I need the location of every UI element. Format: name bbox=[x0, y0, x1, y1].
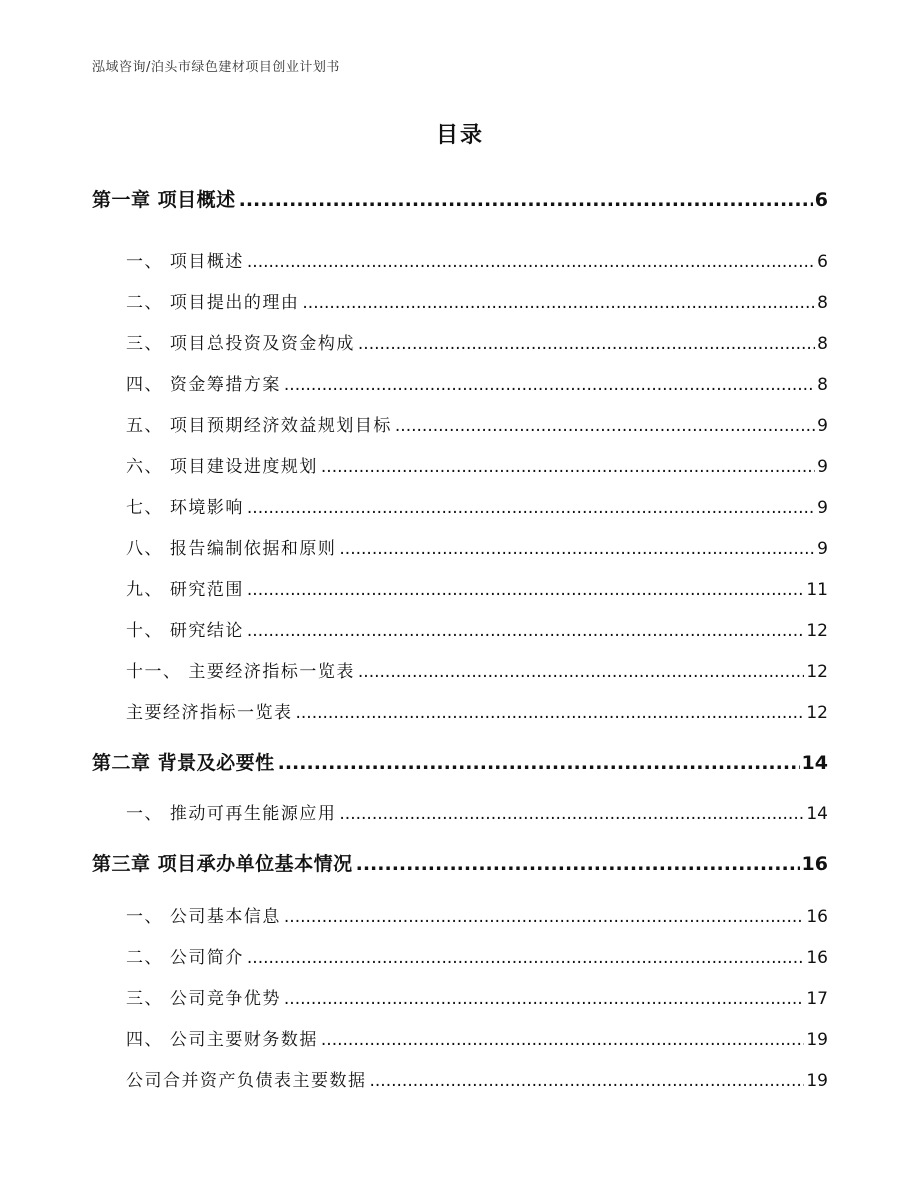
toc-table-2[interactable] bbox=[126, 1066, 828, 1091]
toc-title: 目录 bbox=[435, 123, 484, 148]
toc-entry-label: 四、 公司主要财务数据 bbox=[126, 1030, 318, 1050]
toc-chapter-2[interactable] bbox=[92, 748, 828, 775]
toc-entry-label: 主要经济指标一览表 bbox=[126, 703, 293, 723]
toc-leader-dots bbox=[247, 498, 815, 518]
toc-entry-label: 一、 公司基本信息 bbox=[126, 907, 281, 927]
running-header: 泓域咨询/泊头市绿色建材项目创业计划书 bbox=[92, 60, 340, 75]
toc-page-number: 19 bbox=[806, 1071, 828, 1091]
toc-section-1-11[interactable] bbox=[126, 657, 828, 682]
toc-page-number: 8 bbox=[817, 375, 828, 395]
toc-page-number: 12 bbox=[806, 621, 828, 641]
toc-page-number: 8 bbox=[817, 334, 828, 354]
toc-leader-dots bbox=[356, 853, 800, 875]
toc-leader-dots bbox=[321, 457, 815, 477]
toc-leader-dots bbox=[395, 416, 815, 436]
toc-page-number: 6 bbox=[817, 252, 828, 272]
toc-entry-label: 七、 环境影响 bbox=[126, 498, 244, 518]
toc-page-number: 9 bbox=[817, 457, 828, 477]
toc-leader-dots bbox=[284, 989, 804, 1009]
toc-leader-dots bbox=[321, 1030, 804, 1050]
toc-entry-label: 九、 研究范围 bbox=[126, 580, 244, 600]
toc-entry-label: 公司合并资产负债表主要数据 bbox=[126, 1071, 367, 1091]
toc-entry-label: 三、 公司竞争优势 bbox=[126, 989, 281, 1009]
toc-page-number: 9 bbox=[817, 539, 828, 559]
toc-page-number: 11 bbox=[806, 580, 828, 600]
toc-section-1-10[interactable] bbox=[126, 616, 828, 641]
toc-entry-label: 二、 公司简介 bbox=[126, 948, 244, 968]
toc-section-2-1[interactable] bbox=[126, 799, 828, 824]
toc-entry-label: 十一、 主要经济指标一览表 bbox=[126, 662, 355, 682]
toc-chapter-1[interactable] bbox=[92, 185, 828, 212]
toc-leader-dots bbox=[302, 293, 815, 313]
toc-section-1-2[interactable] bbox=[126, 288, 828, 313]
toc-leader-dots bbox=[296, 703, 805, 723]
toc-leader-dots bbox=[284, 375, 815, 395]
toc-entry-label: 三、 项目总投资及资金构成 bbox=[126, 334, 355, 354]
toc-leader-dots bbox=[247, 252, 815, 272]
toc-entry-label: 第二章 背景及必要性 bbox=[92, 752, 275, 774]
toc-leader-dots bbox=[339, 804, 804, 824]
toc-section-3-4[interactable] bbox=[126, 1025, 828, 1050]
toc-entry-label: 十、 研究结论 bbox=[126, 621, 244, 641]
toc-page-number: 12 bbox=[806, 662, 828, 682]
toc-leader-dots bbox=[247, 580, 804, 600]
toc-section-1-7[interactable] bbox=[126, 493, 828, 518]
toc-page-number: 16 bbox=[806, 907, 828, 927]
toc-page-number: 16 bbox=[801, 853, 828, 875]
toc-section-3-2[interactable] bbox=[126, 943, 828, 968]
toc-leader-dots bbox=[247, 621, 804, 641]
toc-leader-dots bbox=[358, 662, 804, 682]
toc-entry-label: 八、 报告编制依据和原则 bbox=[126, 539, 337, 559]
toc-section-1-4[interactable] bbox=[126, 370, 828, 395]
toc-section-3-1[interactable] bbox=[126, 902, 828, 927]
toc-entry-label: 六、 项目建设进度规划 bbox=[126, 457, 318, 477]
toc-table-1[interactable] bbox=[126, 698, 828, 723]
toc-leader-dots bbox=[247, 948, 804, 968]
toc-section-1-9[interactable] bbox=[126, 575, 828, 600]
toc-section-1-3[interactable] bbox=[126, 329, 828, 354]
toc-section-1-6[interactable] bbox=[126, 452, 828, 477]
toc-leader-dots bbox=[358, 334, 815, 354]
toc-page-number: 17 bbox=[806, 989, 828, 1009]
toc-page-number: 12 bbox=[806, 703, 828, 723]
toc-leader-dots bbox=[278, 752, 800, 774]
toc-entry-label: 一、 项目概述 bbox=[126, 252, 244, 272]
toc-entry-label: 第一章 项目概述 bbox=[92, 189, 236, 211]
toc-entry-label: 一、 推动可再生能源应用 bbox=[126, 804, 337, 824]
toc-leader-dots bbox=[239, 189, 813, 211]
toc-page-number: 9 bbox=[817, 416, 828, 436]
toc-section-3-3[interactable] bbox=[126, 984, 828, 1009]
toc-leader-dots bbox=[370, 1071, 805, 1091]
toc-leader-dots bbox=[339, 539, 815, 559]
toc-page-number: 9 bbox=[817, 498, 828, 518]
toc-section-1-5[interactable] bbox=[126, 411, 828, 436]
toc-page-number: 6 bbox=[814, 189, 828, 211]
toc-page-number: 8 bbox=[817, 293, 828, 313]
toc-page-number: 16 bbox=[806, 948, 828, 968]
toc-chapter-3[interactable] bbox=[92, 849, 828, 876]
toc-entry-label: 第三章 项目承办单位基本情况 bbox=[92, 853, 353, 875]
toc-entry-label: 五、 项目预期经济效益规划目标 bbox=[126, 416, 392, 436]
toc-section-1-8[interactable] bbox=[126, 534, 828, 559]
toc-leader-dots bbox=[284, 907, 804, 927]
toc-section-1-1[interactable] bbox=[126, 247, 828, 272]
toc-page-number: 14 bbox=[801, 752, 828, 774]
toc-page-number: 14 bbox=[806, 804, 828, 824]
toc-page-number: 19 bbox=[806, 1030, 828, 1050]
toc-entry-label: 四、 资金筹措方案 bbox=[126, 375, 281, 395]
toc-entry-label: 二、 项目提出的理由 bbox=[126, 293, 300, 313]
